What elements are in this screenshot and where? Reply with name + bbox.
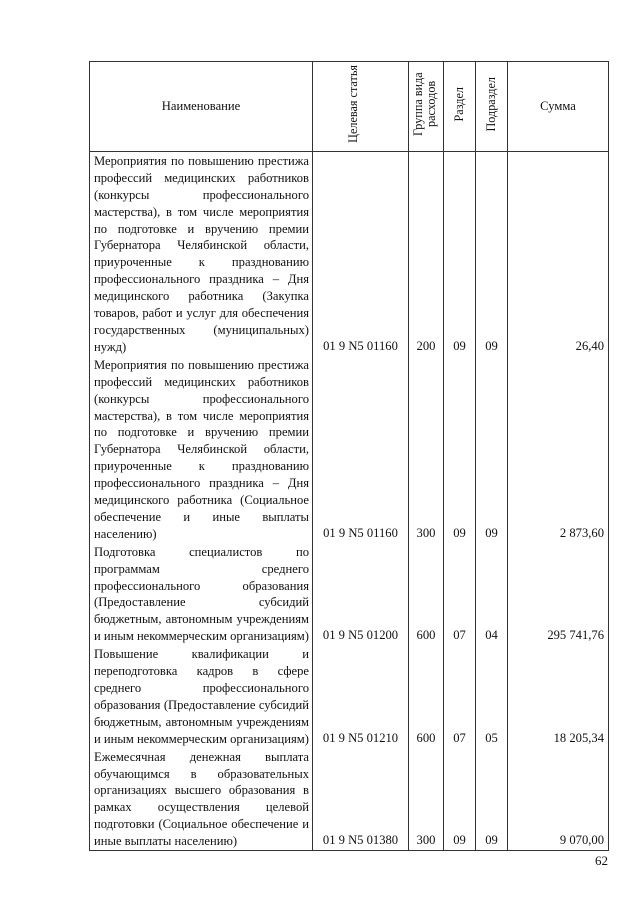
row-sum: 2 873,60 — [508, 356, 609, 543]
row-name: Мероприятия по повышению престижа профессий медицинских работников (конкурсы профессионального мастерства), в том числе мероприятия по подготовке и вручению премии Губернатора Челябинской области, приуроченные к празднованию профессионального праздника – Дня медицинского работника (Закупка товаров, работ и услуг для обеспечения государственных (муниципальных) нужд) — [90, 151, 313, 355]
row-expense-group: 600 — [409, 543, 444, 645]
header-expense-group-cell — [409, 62, 444, 152]
row-target-article: 01 9 N5 01160 — [313, 151, 409, 355]
row-name: Ежемесячная денежная выплата обучающимся в образовательных организациях высшего образования в рамках осуществления целевой подготовки (Социальное обеспечение и иные выплаты населению) — [90, 748, 313, 851]
budget-table — [89, 61, 609, 851]
row-section: 07 — [444, 543, 476, 645]
row-expense-group: 200 — [409, 151, 444, 355]
header-section: Раздел — [452, 86, 466, 122]
header-subsection-cell — [476, 62, 508, 152]
row-sum: 295 741,76 — [508, 543, 609, 645]
row-section: 09 — [444, 356, 476, 543]
row-subsection: 09 — [476, 356, 508, 543]
row-sum: 18 205,34 — [508, 645, 609, 747]
row-subsection: 05 — [476, 645, 508, 747]
row-target-article: 01 9 N5 01380 — [313, 748, 409, 851]
header-section-cell — [444, 62, 476, 152]
row-sum: 26,40 — [508, 151, 609, 355]
row-name: Мероприятия по повышению престижа профессий медицинских работников (конкурсы профессионального мастерства), в том числе мероприятия по подготовке и вручению премии Губернатора Челябинской области, приуроченные к празднованию профессионального праздника – Дня медицинского работника (Социальное обеспечение и иные выплаты населению) — [90, 356, 313, 543]
page-number: 62 — [595, 853, 608, 868]
table-row — [90, 356, 609, 543]
row-name: Повышение квалификации и переподготовка кадров в сфере среднего профессионального образования (Предоставление субсидий бюджетным, автономным учреждениям и иным некоммерческим организациям) — [90, 645, 313, 747]
row-subsection: 09 — [476, 151, 508, 355]
header-subsection: Подраздел — [484, 76, 498, 132]
header-name: Наименование — [90, 62, 313, 152]
table-row — [90, 151, 609, 355]
row-section: 07 — [444, 645, 476, 747]
table-row — [90, 645, 609, 747]
table-row — [90, 748, 609, 851]
row-subsection: 04 — [476, 543, 508, 645]
row-expense-group: 300 — [409, 748, 444, 851]
header-sum: Сумма — [508, 62, 609, 152]
row-expense-group: 600 — [409, 645, 444, 747]
row-section: 09 — [444, 748, 476, 851]
table-header-row — [90, 62, 609, 152]
row-target-article: 01 9 N5 01160 — [313, 356, 409, 543]
row-target-article: 01 9 N5 01200 — [313, 543, 409, 645]
row-sum: 9 070,00 — [508, 748, 609, 851]
row-subsection: 09 — [476, 748, 508, 851]
table-row — [90, 543, 609, 645]
header-target-article: Целевая статья — [345, 65, 360, 143]
header-target-article-cell — [313, 62, 409, 152]
row-section: 09 — [444, 151, 476, 355]
row-target-article: 01 9 N5 01210 — [313, 645, 409, 747]
row-expense-group: 300 — [409, 356, 444, 543]
row-name: Подготовка специалистов по программам среднего профессионального образования (Предоставление субсидий бюджетным, автономным учреждениям и иным некоммерческим организациям) — [90, 543, 313, 645]
header-expense-group: Группа вида расходов — [411, 72, 438, 136]
